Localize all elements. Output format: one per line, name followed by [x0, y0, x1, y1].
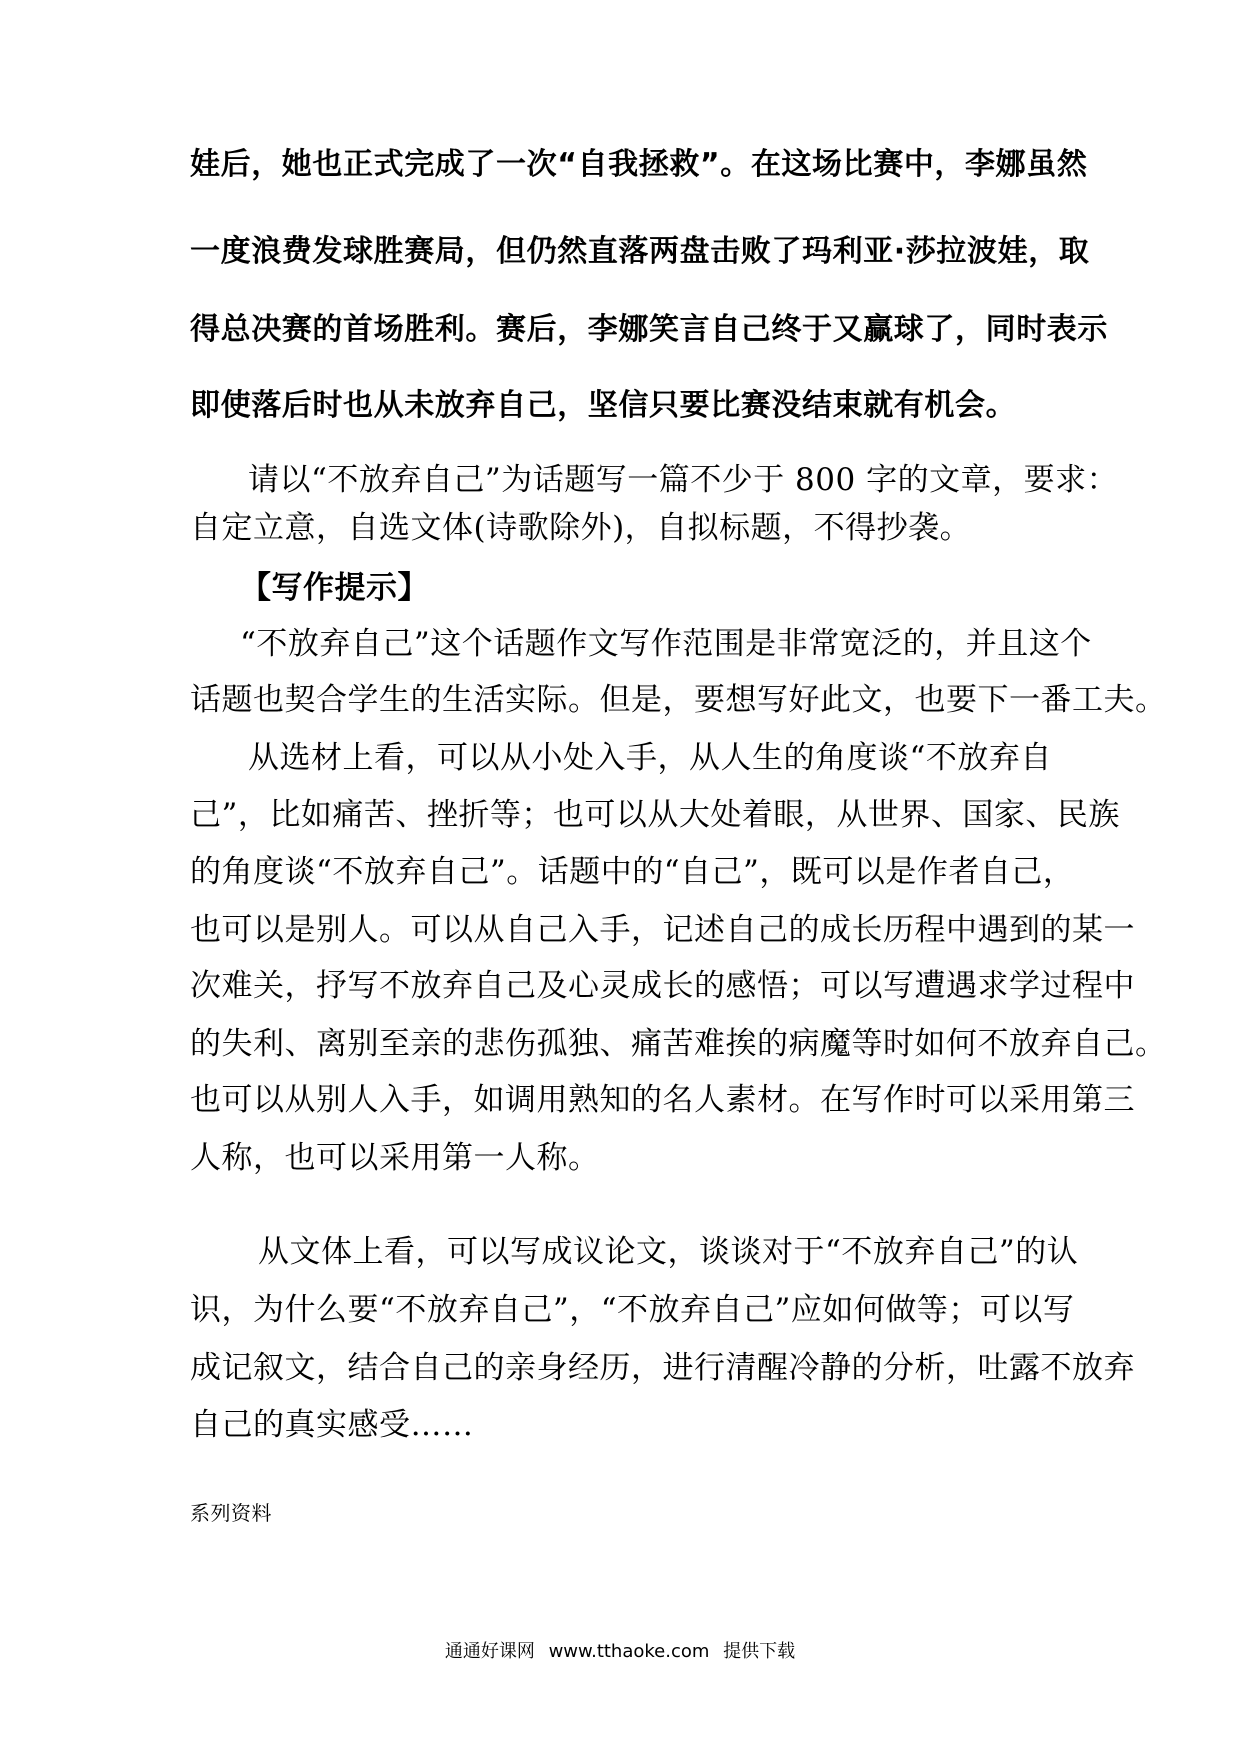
body-line: 即使落后时也从未放弃自己，坚信只要比赛没结束就有机会。: [190, 388, 1017, 423]
prompt-line: 自定立意，自选文体(诗歌除外)，自拟标题，不得抄袭。: [190, 510, 972, 546]
prompt-line: 请以“不放弃自己”为话题写一篇不少于 800 字的文章，要求：: [248, 462, 1119, 498]
tip-line: 从选材上看，可以从小处入手，从人生的角度谈“不放弃自: [248, 740, 1052, 776]
body-line: 得总决赛的首场胜利。赛后，李娜笑言自己终于又赢球了，同时表示: [190, 312, 1108, 347]
tip-line: 从文体上看，可以写成议论文，谈谈对于“不放弃自己”的认: [258, 1234, 1079, 1270]
tip-line: 成记叙文，结合自己的亲身经历，进行清醒冷静的分析，吐露不放弃: [190, 1350, 1135, 1386]
footer-url[interactable]: www.tthaoke.com: [548, 1641, 710, 1662]
tip-line: 次难关，抒写不放弃自己及心灵成长的感悟；可以写遭遇求学过程中: [190, 968, 1135, 1004]
tip-line: 识，为什么要“不放弃自己”，“不放弃自己”应如何做等；可以写: [190, 1292, 1075, 1328]
tip-line: 的失利、离别至亲的悲伤孤独、痛苦难挨的病魔等时如何不放弃自己。: [190, 1026, 1167, 1062]
tip-line: 人称，也可以采用第一人称。: [190, 1140, 600, 1176]
tip-line: 也可以从别人入手，如调用熟知的名人素材。在写作时可以采用第三: [190, 1082, 1135, 1118]
tip-line: 己”，比如痛苦、挫折等；也可以从大处着眼，从世界、国家、民族: [190, 797, 1120, 833]
series-note: 系列资料: [190, 1501, 272, 1525]
tip-line: “不放弃自己”这个话题作文写作范围是非常宽泛的，并且这个: [240, 626, 1092, 662]
tip-line: 自己的真实感受……: [190, 1407, 474, 1443]
tip-line: 也可以是别人。可以从自己入手，记述自己的成长历程中遇到的某一: [190, 912, 1135, 948]
body-line: 一度浪费发球胜赛局，但仍然直落两盘击败了玛利亚·莎拉波娃，取: [190, 234, 1090, 269]
page-footer: [0, 1640, 1240, 1664]
section-heading: 【写作提示】: [240, 570, 429, 606]
footer-site-name: 通通好课网: [444, 1641, 535, 1662]
body-line: 娃后，她也正式完成了一次“自我拯救”。在这场比赛中，李娜虽然: [190, 147, 1088, 182]
tip-line: 的角度谈“不放弃自己”。话题中的“自己”，既可以是作者自己，: [190, 854, 1075, 890]
tip-line: 话题也契合学生的生活实际。但是，要想写好此文，也要下一番工夫。: [190, 682, 1167, 718]
footer-suffix: 提供下载: [723, 1641, 796, 1662]
